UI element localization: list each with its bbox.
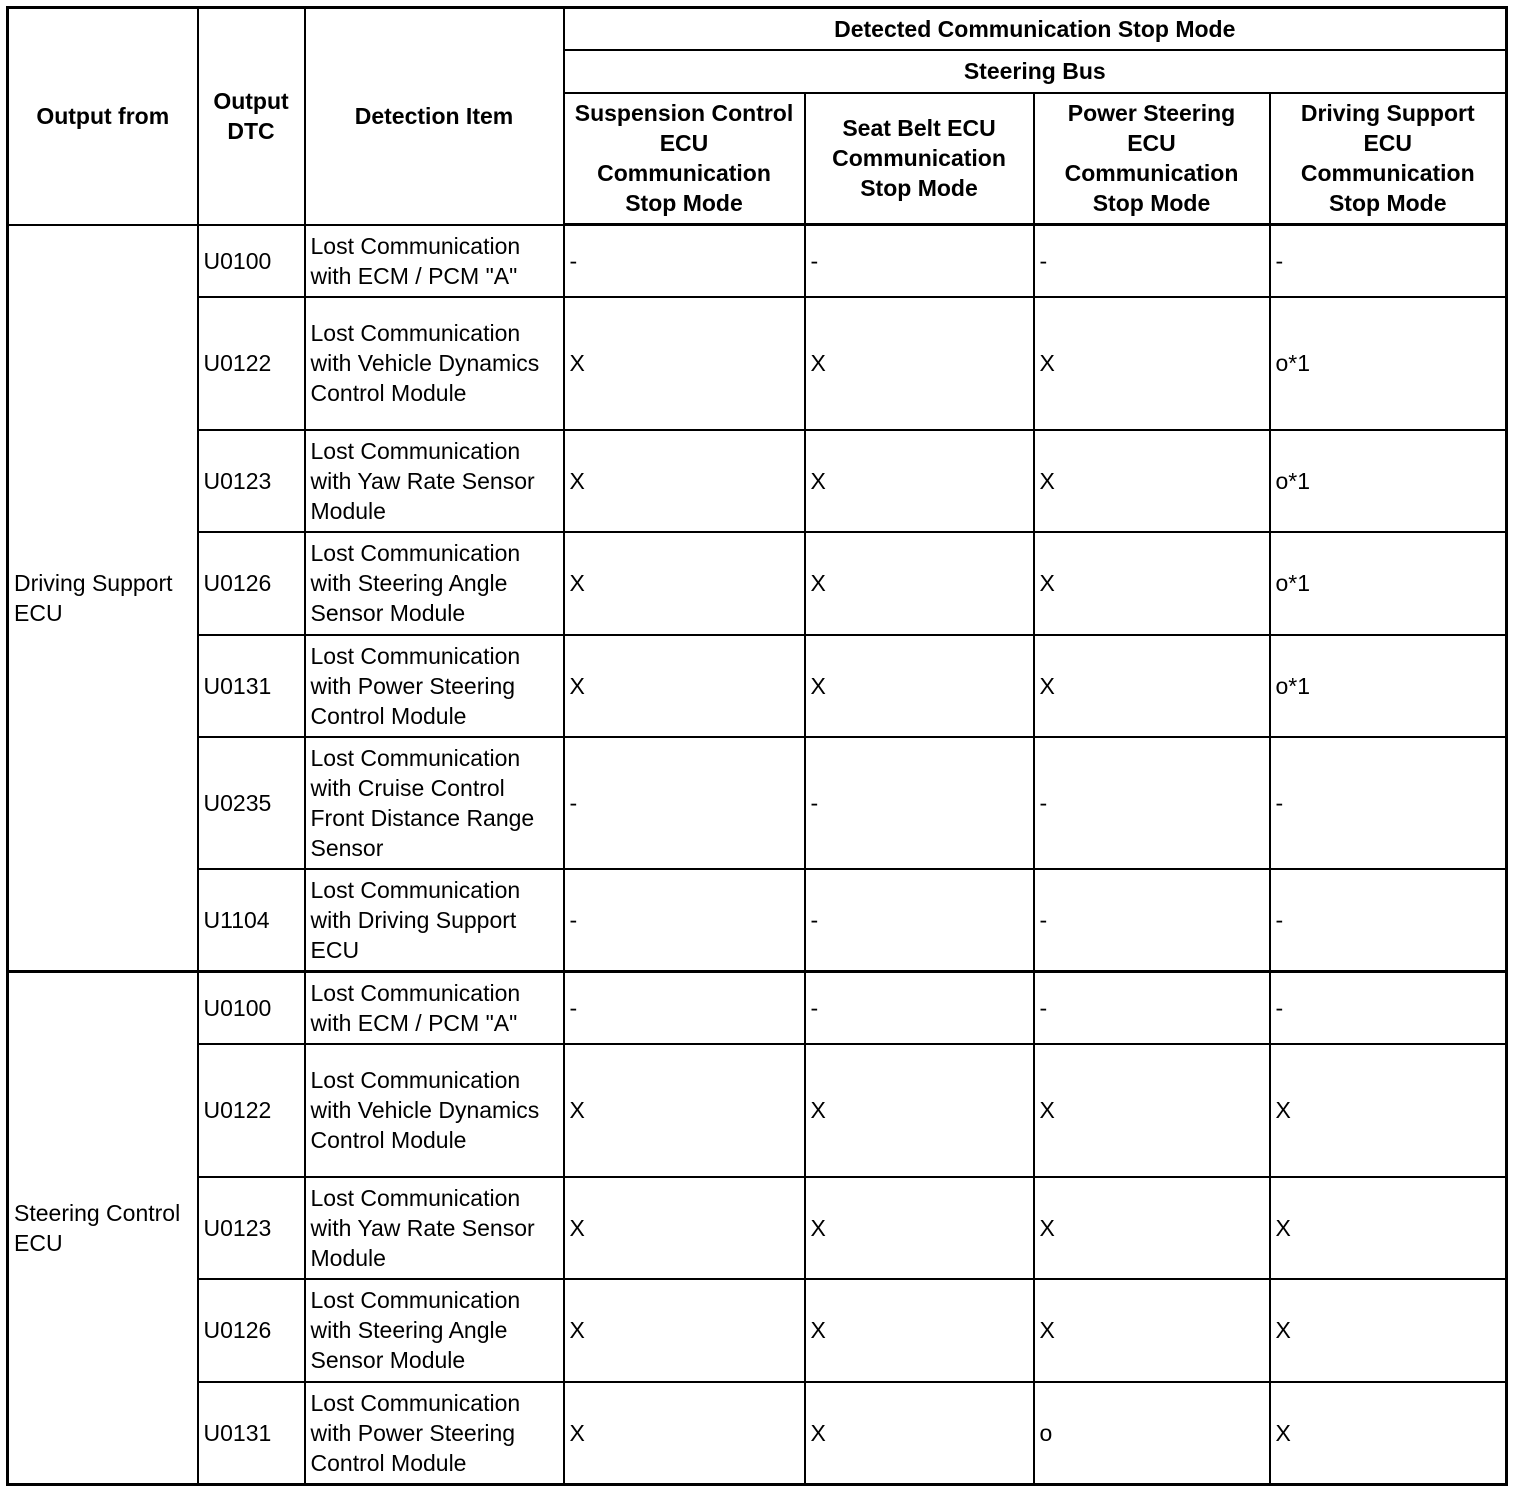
- mode-power-steering: X: [1034, 532, 1270, 635]
- mode-suspension: X: [564, 1382, 805, 1485]
- table-row: [8, 1279, 1507, 1382]
- dtc-code: U1104: [198, 869, 305, 972]
- mode-suspension: X: [564, 532, 805, 635]
- detection-item: Lost Communication with Driving Support ECU: [305, 869, 564, 972]
- mode-power-steering: X: [1034, 430, 1270, 532]
- detection-item: Lost Communication with ECM / PCM "A": [305, 225, 564, 297]
- dtc-code: U0123: [198, 430, 305, 532]
- output-from-cell: Steering Control ECU: [8, 972, 198, 1485]
- dtc-code: U0100: [198, 972, 305, 1044]
- table-row: [8, 1177, 1507, 1279]
- mode-seat-belt: X: [805, 1279, 1034, 1382]
- mode-seat-belt: -: [805, 869, 1034, 972]
- mode-driving-support: X: [1270, 1044, 1507, 1177]
- mode-suspension: X: [564, 635, 805, 737]
- mode-seat-belt: X: [805, 1044, 1034, 1177]
- dtc-code: U0131: [198, 1382, 305, 1485]
- dtc-code: U0131: [198, 635, 305, 737]
- table-row: [8, 635, 1507, 737]
- mode-suspension: -: [564, 972, 805, 1044]
- detection-item: Lost Communication with Vehicle Dynamics Control Module: [305, 297, 564, 430]
- mode-power-steering: -: [1034, 972, 1270, 1044]
- mode-power-steering: X: [1034, 1177, 1270, 1279]
- dtc-code: U0122: [198, 297, 305, 430]
- mode-suspension: X: [564, 1279, 805, 1382]
- table-row: [8, 737, 1507, 869]
- mode-suspension: -: [564, 225, 805, 297]
- dtc-code: U0126: [198, 532, 305, 635]
- mode-seat-belt: X: [805, 430, 1034, 532]
- mode-driving-support: X: [1270, 1177, 1507, 1279]
- mode-driving-support: X: [1270, 1382, 1507, 1485]
- detection-item: Lost Communication with Steering Angle Sensor Module: [305, 532, 564, 635]
- mode-power-steering: -: [1034, 869, 1270, 972]
- detection-item: Lost Communication with ECM / PCM "A": [305, 972, 564, 1044]
- table-body: [8, 225, 1507, 1485]
- mode-power-steering: X: [1034, 635, 1270, 737]
- header-steering-bus: Steering Bus: [564, 50, 1507, 93]
- header-detected-mode: Detected Communication Stop Mode: [564, 8, 1507, 50]
- output-from-cell: Driving Support ECU: [8, 225, 198, 972]
- header-suspension-control: Suspension Control ECU Communication Stop Mode: [564, 93, 805, 225]
- mode-power-steering: -: [1034, 225, 1270, 297]
- mode-seat-belt: X: [805, 1382, 1034, 1485]
- mode-seat-belt: X: [805, 532, 1034, 635]
- mode-seat-belt: X: [805, 635, 1034, 737]
- mode-driving-support: -: [1270, 972, 1507, 1044]
- header-driving-support: Driving Support ECU Communication Stop Mode: [1270, 93, 1507, 225]
- mode-power-steering: X: [1034, 1044, 1270, 1177]
- header-seat-belt: Seat Belt ECU Communication Stop Mode: [805, 93, 1034, 225]
- mode-suspension: X: [564, 1044, 805, 1177]
- mode-seat-belt: X: [805, 1177, 1034, 1279]
- detection-item: Lost Communication with Yaw Rate Sensor Module: [305, 430, 564, 532]
- detection-item: Lost Communication with Cruise Control Front Distance Range Sensor: [305, 737, 564, 869]
- mode-power-steering: X: [1034, 297, 1270, 430]
- dtc-code: U0126: [198, 1279, 305, 1382]
- mode-power-steering: o: [1034, 1382, 1270, 1485]
- table-row: [8, 972, 1507, 1044]
- mode-suspension: X: [564, 297, 805, 430]
- dtc-code: U0122: [198, 1044, 305, 1177]
- mode-suspension: -: [564, 737, 805, 869]
- mode-driving-support: X: [1270, 1279, 1507, 1382]
- detection-item: Lost Communication with Steering Angle Sensor Module: [305, 1279, 564, 1382]
- table-header: [8, 8, 1507, 225]
- detection-item: Lost Communication with Yaw Rate Sensor Module: [305, 1177, 564, 1279]
- mode-suspension: X: [564, 1177, 805, 1279]
- table-row: [8, 430, 1507, 532]
- mode-seat-belt: -: [805, 225, 1034, 297]
- header-detection-item: Detection Item: [305, 8, 564, 225]
- mode-suspension: X: [564, 430, 805, 532]
- mode-seat-belt: -: [805, 737, 1034, 869]
- header-power-steering: Power Steering ECU Communication Stop Mode: [1034, 93, 1270, 225]
- mode-suspension: -: [564, 869, 805, 972]
- dtc-code: U0123: [198, 1177, 305, 1279]
- mode-seat-belt: -: [805, 972, 1034, 1044]
- mode-driving-support: -: [1270, 225, 1507, 297]
- table-row: [8, 1382, 1507, 1485]
- table-row: [8, 297, 1507, 430]
- mode-driving-support: o*1: [1270, 635, 1507, 737]
- detection-item: Lost Communication with Power Steering Control Module: [305, 1382, 564, 1485]
- dtc-communication-table: [6, 6, 1508, 1486]
- header-output-dtc: Output DTC: [198, 8, 305, 225]
- mode-driving-support: o*1: [1270, 532, 1507, 635]
- dtc-code: U0235: [198, 737, 305, 869]
- table-row: [8, 225, 1507, 297]
- mode-driving-support: -: [1270, 869, 1507, 972]
- mode-driving-support: o*1: [1270, 430, 1507, 532]
- table-row: [8, 1044, 1507, 1177]
- header-output-from: Output from: [8, 8, 198, 225]
- mode-power-steering: X: [1034, 1279, 1270, 1382]
- table-row: [8, 532, 1507, 635]
- mode-seat-belt: X: [805, 297, 1034, 430]
- mode-power-steering: -: [1034, 737, 1270, 869]
- table-row: [8, 869, 1507, 972]
- dtc-code: U0100: [198, 225, 305, 297]
- mode-driving-support: -: [1270, 737, 1507, 869]
- detection-item: Lost Communication with Power Steering Control Module: [305, 635, 564, 737]
- mode-driving-support: o*1: [1270, 297, 1507, 430]
- detection-item: Lost Communication with Vehicle Dynamics Control Module: [305, 1044, 564, 1177]
